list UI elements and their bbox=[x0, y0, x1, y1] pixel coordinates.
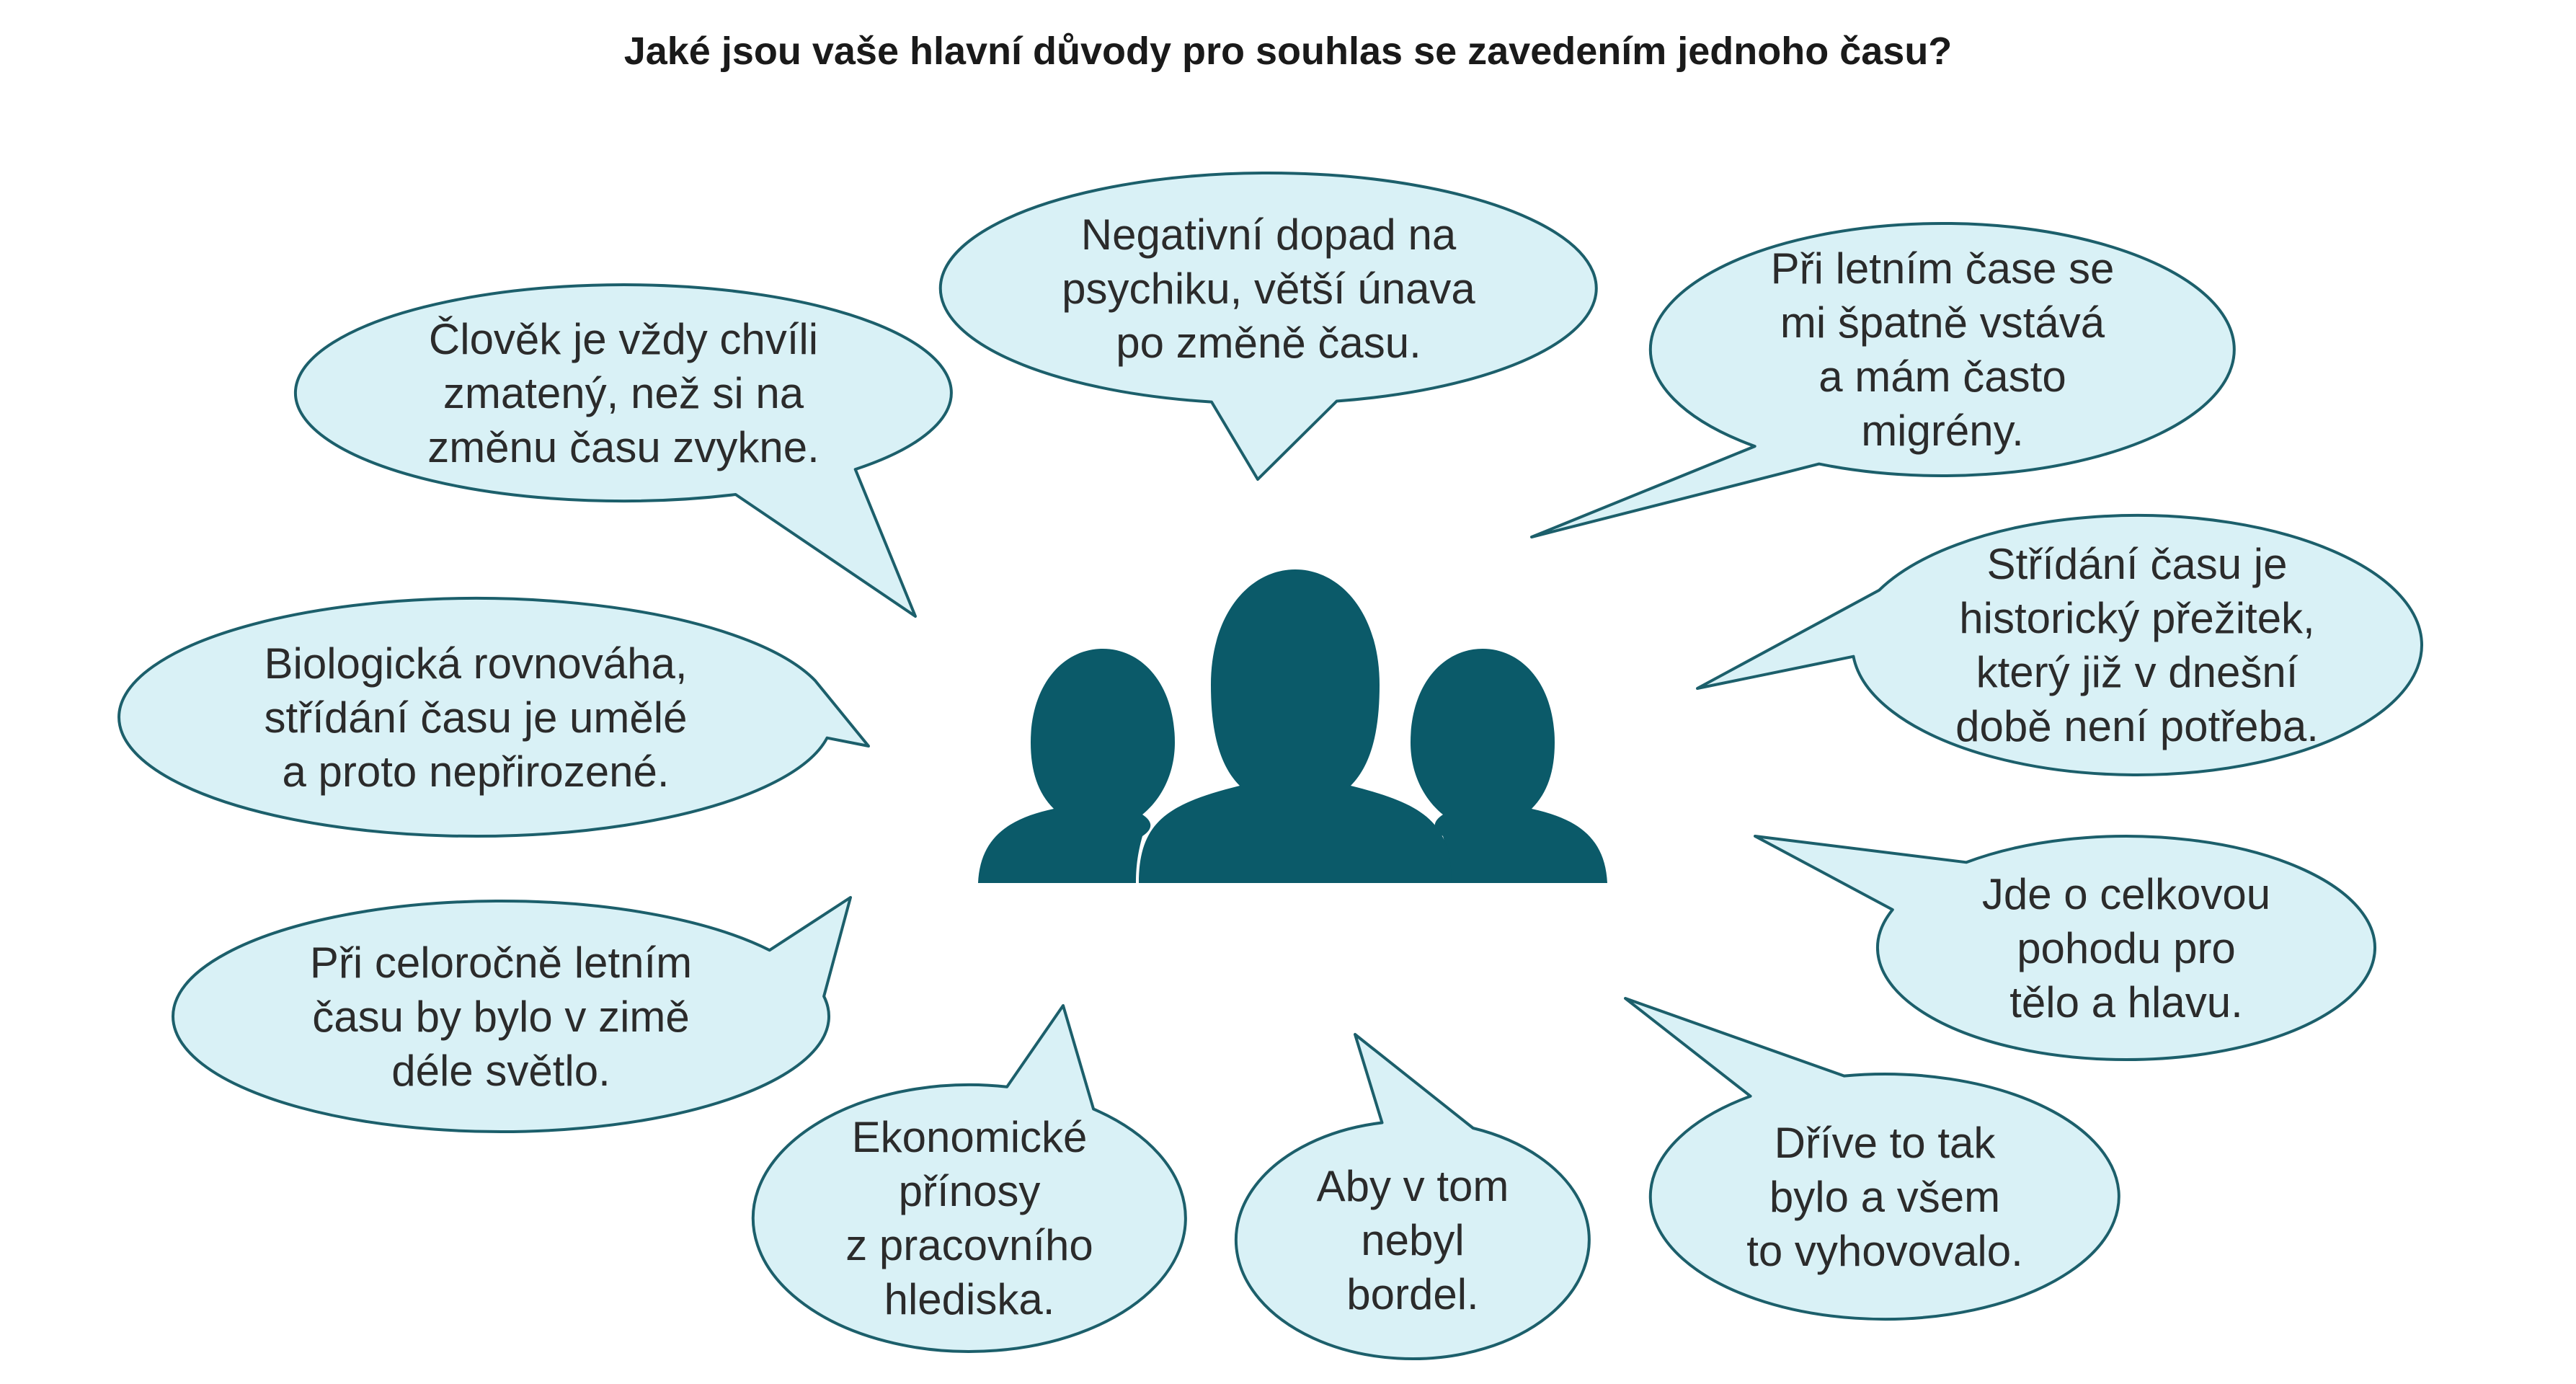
bubble-text-clovek-zmateny bbox=[296, 312, 951, 474]
bubble-text-line: nebyl bbox=[1361, 1215, 1465, 1264]
bubble-text-line: a mám často bbox=[1818, 352, 2066, 401]
bubble-text-line: Dříve to tak bbox=[1774, 1118, 1996, 1167]
bubble-text-ekonomicke-prinosy bbox=[753, 1110, 1186, 1326]
bubble-text-line: Střídání času je bbox=[1986, 540, 2288, 588]
bubble-text-line: Jde o celkovou bbox=[1981, 869, 2271, 918]
bubble-text-line: Člověk je vždy chvíli bbox=[428, 314, 819, 363]
bubble-text-line: tělo a hlavu. bbox=[2009, 977, 2243, 1026]
bubble-text-line: Aby v tom bbox=[1316, 1161, 1509, 1210]
bubble-text-line: psychiku, větší únava bbox=[1062, 264, 1475, 313]
bubble-text-celorocne-letni bbox=[173, 936, 829, 1098]
bubble-text-negativni-dopad bbox=[941, 208, 1596, 370]
bubble-text-line: času by bylo v zimě bbox=[312, 992, 690, 1041]
bubble-text-line: střídání času je umělé bbox=[264, 693, 688, 742]
bubble-text-line: Při celoročně letním bbox=[309, 938, 693, 987]
bubble-text-drive-to-tak bbox=[1651, 1116, 2119, 1278]
bubble-text-bordel bbox=[1236, 1159, 1589, 1321]
bubble-text-line: Ekonomické bbox=[851, 1113, 1088, 1161]
bubble-text-line: bordel. bbox=[1346, 1269, 1479, 1318]
bubble-text-line: migrény. bbox=[1861, 407, 2024, 455]
bubble-text-line: který již v dnešní bbox=[1976, 648, 2299, 696]
bubble-text-line: Biologická rovnováha, bbox=[264, 639, 688, 688]
bubble-text-line: zmatený, než si na bbox=[443, 368, 804, 417]
bubble-text-historicky-prezitek bbox=[1852, 537, 2422, 753]
person-center-icon bbox=[1139, 569, 1452, 883]
bubble-text-celkova-pohoda bbox=[1878, 867, 2375, 1029]
bubble-text-line: déle světlo. bbox=[391, 1046, 610, 1095]
bubble-text-line: hlediska. bbox=[884, 1275, 1055, 1323]
diagram-title: Jaké jsou vaše hlavní důvody pro souhlas se zavedením jednoho času? bbox=[623, 30, 1953, 73]
bubble-text-line: to vyhovovalo. bbox=[1746, 1226, 2023, 1275]
bubble-text-line: z pracovního bbox=[845, 1221, 1093, 1269]
bubble-text-line: přínosy bbox=[898, 1167, 1041, 1215]
bubble-text-line: Negativní dopad na bbox=[1080, 210, 1457, 259]
bubble-text-line: Při letním čase se bbox=[1770, 244, 2115, 293]
people-group-icon bbox=[978, 569, 1607, 883]
bubble-text-letni-cas-vstavani bbox=[1651, 241, 2234, 458]
bubble-text-line: historický přežitek, bbox=[1959, 594, 2315, 642]
bubble-text-line: a proto nepřirozené. bbox=[282, 747, 670, 796]
bubble-text-line: době není potřeba. bbox=[1955, 702, 2319, 750]
bubble-text-line: pohodu pro bbox=[2017, 923, 2236, 972]
bubble-text-line: po změně času. bbox=[1116, 318, 1421, 367]
bubble-text-biologicka-rovnovaha bbox=[119, 636, 832, 799]
bubble-text-line: změnu času zvykne. bbox=[427, 422, 820, 471]
bubble-text-line: bylo a všem bbox=[1769, 1172, 2001, 1221]
bubble-text-line: mi špatně vstává bbox=[1780, 298, 2105, 347]
